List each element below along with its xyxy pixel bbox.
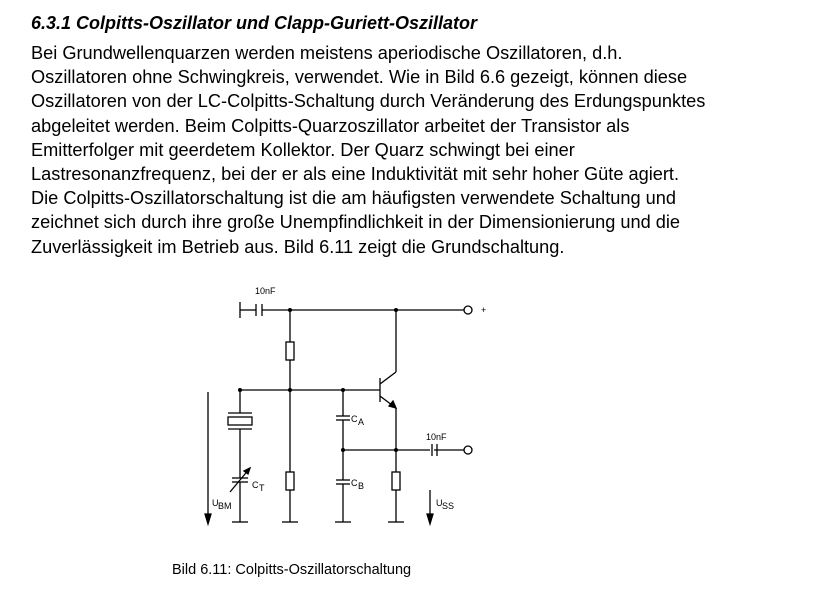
voltage-arrow-ss [427,490,433,524]
voltage-arrow-bm [205,392,211,524]
voltage-bm-subscript: BM [218,501,232,511]
input-capacitor-label: 10nF [255,286,276,296]
junction-dot [238,388,242,392]
paragraph-line: Oszillatoren von der LC-Colpitts-Schaltung durch Veränderung des Erdungspunktes [31,91,706,112]
colpitts-oscillator-schematic [195,280,495,530]
capacitor-a [336,390,350,480]
paragraph-line: Emitterfolger mit geerdetem Kollektor. Der Quarz schwingt bei einer [31,139,575,160]
paragraph-line: Oszillatoren ohne Schwingkreis, verwendet. Wie in Bild 6.6 gezeigt, können diese [31,67,688,88]
paragraph-line: zeichnet sich durch ihre große Unempfindlichkeit in der Dimensionierung und die [31,212,681,233]
bias-resistor-upper [286,310,294,390]
figure-caption: Bild 6.11: Colpitts-Oszillatorschaltung [172,562,412,578]
paragraph-line: Bei Grundwellenquarzen werden meistens aperiodische Oszillatoren, d.h. [31,43,623,63]
quartz-crystal [228,390,252,478]
capacitor-b-subscript: B [358,481,365,491]
supply-rail [290,306,472,314]
trimmer-capacitor-subscript: T [259,483,265,493]
capacitor-b [335,480,351,522]
trimmer-capacitor-label: C [252,480,259,490]
junction-dot [394,308,398,312]
section-heading: 6.3.1 Colpitts-Oszillator und Clapp-Guriett-Oszillator [31,13,478,33]
paragraph-line: Zuverlässigkeit im Betrieb aus. Bild 6.11 zeigt die Grundschaltung. [31,236,565,257]
emitter-resistor [388,450,404,522]
output-capacitor-label: 10nF [426,432,447,442]
paragraph-line: Die Colpitts-Oszillatorschaltung ist die am häufigsten verwendete Schaltung und [31,188,676,209]
voltage-ss-subscript: SS [442,501,455,511]
paragraph-line: Lastresonanzfrequenz, bei der er als eine Induktivität mit sehr hoher Güte agiert. [31,164,680,185]
section-paragraph [31,41,811,259]
supply-plus-label: + [481,305,487,315]
input-capacitor [240,302,290,318]
paragraph-line: abgeleitet werden. Beim Colpitts-Quarzoszillator arbeitet der Transistor als [31,115,630,136]
capacitor-a-label: C [351,414,358,424]
capacitor-a-subscript: A [358,417,365,427]
voltage-bm-label: U [212,498,219,508]
transistor [380,310,396,450]
voltage-ss-label: U [436,498,443,508]
bias-resistor-lower [282,390,298,522]
junction-dot [288,308,292,312]
capacitor-b-label: C [351,478,358,488]
